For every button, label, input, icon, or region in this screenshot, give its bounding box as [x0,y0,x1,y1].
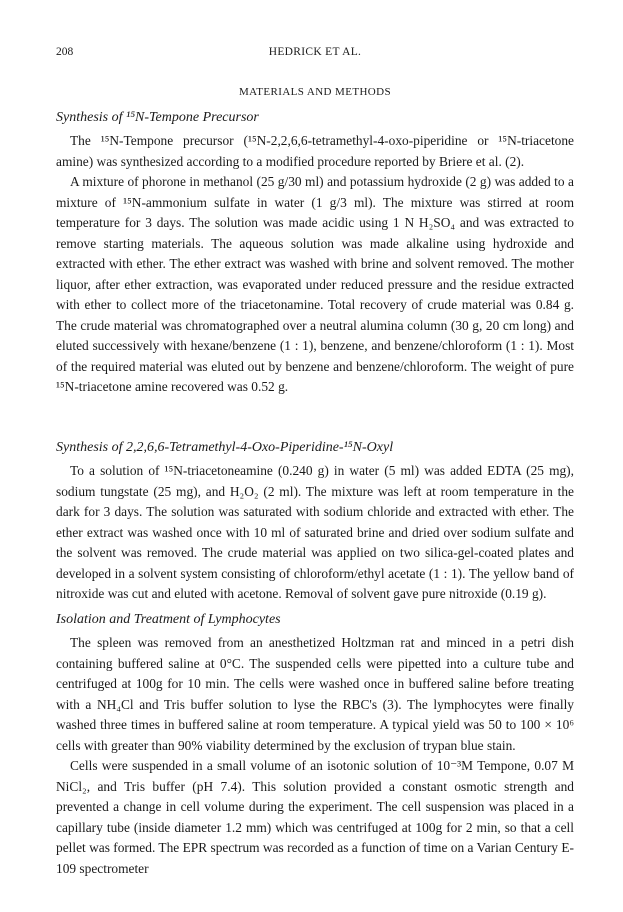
paragraph: To a solution of ¹⁵N-triacetoneamine (0.240 g) in water (5 ml) was added EDTA (25 mg), sodium tungstate (25 mg), and H₂O₂ (2 ml). The mixture was left at room temperature in the dark for 3 days. The solution was saturated with sodium chloride and extracted with ether. The ether extract was washed once with 10 ml of saturated brine and dried over sodium sulfate and the solvent was removed. The crude material was applied on two silica-gel-coated plates and developed in a solvent system consisting of chloroform/ethyl acetate (1 : 1). The yellow band of nitroxide was cut and eluted with acetone. Removal of solvent gave pure nitroxide (0.19 g). [56,463,574,601]
subsection-title-3: Isolation and Treatment of Lymphocytes [56,612,281,627]
section-title: MATERIALS AND METHODS [238,86,392,98]
page-number: 208 [56,46,74,58]
subsection-body-2 [56,461,574,605]
running-head: HEDRICK ET AL. [268,46,362,58]
subsection-title-2: Synthesis of 2,2,6,6-Tetramethyl-4-Oxo-Piperidine-¹⁵N-Oxyl [56,440,394,455]
subsection-title-1: Synthesis of ¹⁵N-Tempone Precursor [56,110,259,125]
paragraph: A mixture of phorone in methanol (25 g/30 ml) and potassium hydroxide (2 g) was added to a mixture of ¹⁵N-ammonium sulfate in water (1 g/3 ml). The mixture was stirred at room temperature for 3 days. The solution was made acidic using 1 N H₂SO₄ and was extracted to remove starting materials. The aqueous solution was made alkaline using hydroxide and extracted with ether. The ether extract was washed with brine and solvent removed. The mother liquor, after ether extraction, was evaporated under reduced pressure and the residue extracted with ether to collect more of the triacetonamine. Total recovery of crude material was 0.84 g. The crude material was chromatographed over a neutral alumina column (30 g, 20 cm long) and eluted successively with hexane/benzene (1 : 1), benzene, and benzene/chloroform (1 : 1). Most of the required material was eluted out by benzene and benzene/chloroform. The weight of pure ¹⁵N-triacetone amine recovered was 0.52 g. [56,174,574,394]
subsection-body-3 [56,633,574,879]
paragraph: The spleen was removed from an anesthetized Holtzman rat and minced in a petri dish containing buffered saline at 0°C. The suspended cells were pipetted into a culture tube and centrifuged at 100g for 10 min. The cells were washed once in buffered saline before treating with a NH₄Cl and Tris buffer solution to lyse the RBC's (3). The lymphocytes were finally washed three times in buffered saline at room temperature. A typical yield was 50 to 100 × 10⁶ cells with greater than 90% viability determined by the exclusion of trypan blue stain. [56,635,574,753]
paragraph: The ¹⁵N-Tempone precursor (¹⁵N-2,2,6,6-tetramethyl-4-oxo-piperidine or ¹⁵N-triacetone amine) was synthesized according to a modified procedure reported by Briere et al. (2). [56,133,574,169]
paragraph: Cells were suspended in a small volume of an isotonic solution of 10⁻³M Tempone, 0.07 M NiCl₂, and Tris buffer (pH 7.4). This solution provided a constant osmotic strength and prevented a change in cell volume during the experiment. The cell suspension was placed in a capillary tube (inside diameter 1.2 mm) which was centrifuged at 100g for 2 min, so that a cell pellet was formed. The EPR spectrum was recorded as a function of time on a Varian Century E-109 spectrometer [56,758,574,876]
page-header [56,42,574,58]
subsection-body-1 [56,131,574,398]
